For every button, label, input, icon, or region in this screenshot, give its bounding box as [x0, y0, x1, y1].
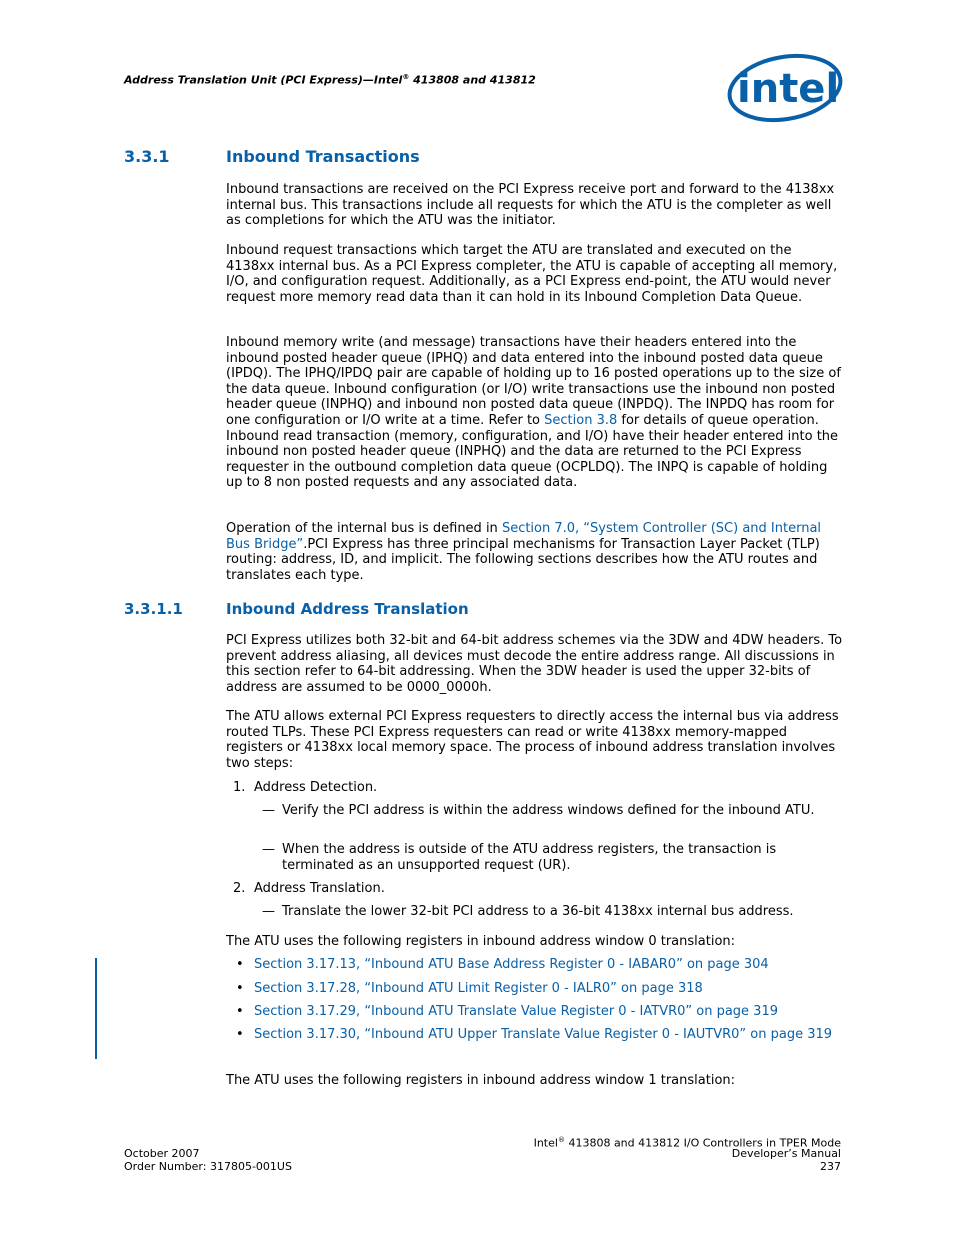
- footer-product: Intel® 413808 and 413812 I/O Controllers in TPER Mode: [533, 1136, 841, 1150]
- intel-logo: [723, 50, 843, 130]
- paragraph-1: Inbound transactions are received on the PCI Express receive port and forward to the 4138xx internal bus. This transactions include all requests for which the ATU is the completer as well as completions for which the ATU was the initiator.: [226, 182, 835, 229]
- dash-marker: —: [262, 803, 275, 818]
- page-number: 237: [820, 1160, 841, 1173]
- footer-manual: Developer’s Manual: [731, 1147, 841, 1160]
- svg-text:intel: intel: [737, 66, 840, 112]
- bullet: •: [236, 981, 244, 996]
- link-register-ialr0[interactable]: Section 3.17.28, “Inbound ATU Limit Register 0 - IALR0” on page 318: [254, 981, 703, 996]
- link-section-3-8[interactable]: Section 3.8: [544, 412, 618, 428]
- link-register-iautvr0[interactable]: Section 3.17.30, “Inbound ATU Upper Translate Value Register 0 - IAUTVR0” on page 319: [254, 1027, 833, 1042]
- sub-paragraph-4: The ATU uses the following registers in inbound address window 1 translation:: [226, 1073, 736, 1088]
- change-bar: [95, 958, 97, 1059]
- list-item: When the address is outside of the ATU address registers, the transaction is terminated as an unsupported request (UR).: [282, 842, 777, 873]
- section-heading: 3.3.1 Inbound Transactions: [124, 147, 420, 166]
- dash-marker: —: [262, 842, 275, 857]
- list-item: Translate the lower 32-bit PCI address to a 36-bit 4138xx internal bus address.: [282, 904, 794, 919]
- footer-date: October 2007: [124, 1147, 200, 1160]
- link-section-7-0[interactable]: Section 7.0, “System Controller (SC) and Internal Bus Bridge”: [226, 521, 822, 552]
- paragraph-2: Inbound request transactions which target the ATU are translated and executed on the 4138xx internal bus. As a PCI Express completer, the ATU is capable of accepting all memory, I/O, and configuration request. Additionally, as a PCI Express end-point, the ATU would never request more memory read data than it can hold in its Inbound Completion Data Queue.: [226, 243, 838, 305]
- running-header: Address Translation Unit (PCI Express)—Intel® 413808 and 413812: [124, 73, 536, 87]
- paragraph-3: Inbound memory write (and message) transactions have their headers entered into the inbound posted header queue (IPHQ) and data entered into the inbound posted data queue (IPDQ). The IPHQ/IPDQ pair are capable of holding up to 16 posted operations up to the size of the data queue. Inbound configuration (or I/O) write transactions use the inbound non posted header queue (INPHQ) and inbound non posted data queue (INPDQ). The INPDQ has room for one configuration or I/O write at a time. Refer to Section 3.8 for details of queue operation. Inbound read transaction (memory, configuration, and I/O) have their header entered into the inbound non posted header queue (INPHQ) and the data are returned to the PCI Express requester in the outbound completion data queue (OCPLDQ). The INPQ is capable of holding up to 8 non posted requests and any associated data.: [226, 335, 841, 491]
- dash-marker: —: [262, 904, 275, 919]
- step-number: 2.: [233, 881, 246, 896]
- list-item: Verify the PCI address is within the address windows defined for the inbound ATU.: [282, 803, 815, 818]
- paragraph-4: Operation of the internal bus is defined in Section 7.0, “System Controller (SC) and Internal Bus Bridge”.PCI Express has three principal mechanisms for Transaction Layer Packet (TLP) routing: address, ID, and implicit. The following sections describes how the ATU routes and translates each type.: [226, 521, 822, 583]
- sub-paragraph-3: The ATU uses the following registers in inbound address window 0 translation:: [226, 934, 736, 949]
- sub-paragraph-1: PCI Express utilizes both 32-bit and 64-bit address schemes via the 3DW and 4DW headers. To prevent address aliasing, all devices must decode the entire address range. All discussions in this section refer to 64-bit addressing. When the 3DW header is used the upper 32-bits of address are assumed to be 0000_0000h.: [226, 633, 843, 695]
- footer-order-number: Order Number: 317805-001US: [124, 1160, 292, 1173]
- bullet: •: [236, 1027, 244, 1042]
- step-number: 1.: [233, 780, 246, 795]
- step-label: Address Detection.: [254, 780, 378, 795]
- link-register-iabar0[interactable]: Section 3.17.13, “Inbound ATU Base Address Register 0 - IABAR0” on page 304: [254, 957, 769, 972]
- sub-paragraph-2: The ATU allows external PCI Express requesters to directly access the internal bus via address routed TLPs. These PCI Express requesters can read or write 4138xx memory-mapped registers or 4138xx local memory space. The process of inbound address translation involves two steps:: [226, 709, 839, 771]
- bullet: •: [236, 1004, 244, 1019]
- step-label: Address Translation.: [254, 881, 385, 896]
- bullet: •: [236, 957, 244, 972]
- subsection-heading: 3.3.1.1 Inbound Address Translation: [124, 600, 469, 618]
- link-register-iatvr0[interactable]: Section 3.17.29, “Inbound ATU Translate Value Register 0 - IATVR0” on page 319: [254, 1004, 778, 1019]
